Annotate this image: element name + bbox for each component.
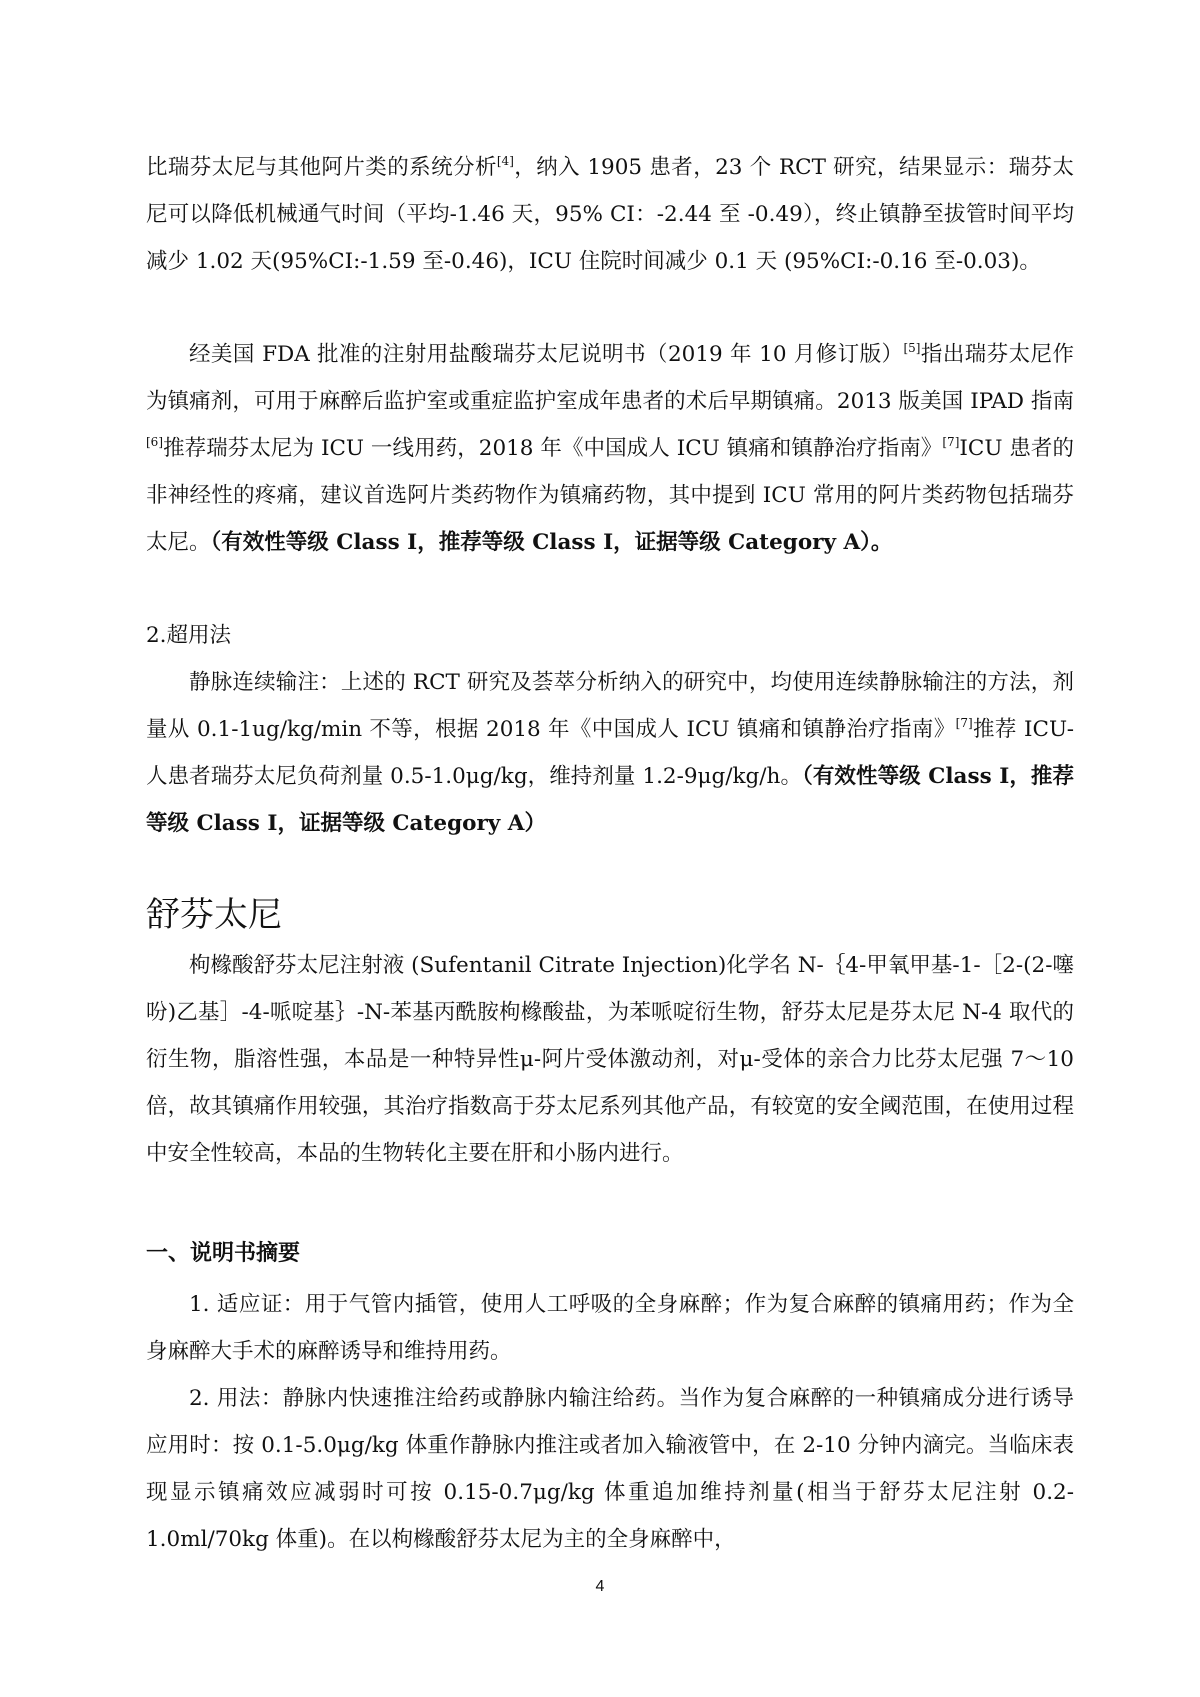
- paragraph-text: 推荐瑞芬太尼为 ICU 一线用药，2018 年《中国成人 ICU 镇痛和镇静治疗指南》: [163, 436, 943, 461]
- paragraph-text: 指出瑞芬太尼作为镇痛剂，可用于麻醉后监护室或重症监护室成年患者的术后早期镇痛。2013 版美国 IPAD 指南: [146, 342, 1074, 414]
- paragraph-indications: 1. 适应证：用于气管内插管，使用人工呼吸的全身麻醉；作为复合麻醉的镇痛用药；作为全身麻醉大手术的麻醉诱导和维持用药。: [146, 1292, 1074, 1364]
- page-number: 4: [595, 1578, 605, 1595]
- paragraph-fda-guideline: [146, 331, 1074, 566]
- paragraph-text: 推荐 ICU-人患者瑞芬太尼负荷剂量 0.5-1.0μg/kg，维持剂量 1.2-9μg/kg/h。: [146, 717, 1074, 789]
- paragraph-text: 比瑞芬太尼与其他阿片类的系统分析: [146, 155, 497, 180]
- reference-marker: [4]: [496, 154, 514, 168]
- paragraph-text: 静脉连续输注：上述的 RCT 研究及荟萃分析纳入的研究中，均使用连续静脉输注的方法，剂量从 0.1-1ug/kg/min 不等，根据 2018 年《中国成人 ICU 镇痛和镇静治疗指南》: [146, 670, 1074, 742]
- evidence-level-text: （有效性等级 Class I，推荐等级 Class I，证据等级 Category A）。: [210, 530, 893, 555]
- reference-marker: [6]: [146, 435, 163, 449]
- subsection-heading: 一、说明书摘要: [146, 1241, 301, 1266]
- paragraph-sufentanil-intro: 枸橼酸舒芬太尼注射液 (Sufentanil Citrate Injection)化学名 N-｛4-甲氧甲基-1-［2-(2-噻吩)乙基］-4-哌啶基｝-N-苯基丙酰胺枸橼酸盐，为苯哌啶衍生物，舒芬太尼是芬太尼 N-4 取代的衍生物，脂溶性强，本品是一种特异性μ-阿片受体激动剂，对μ-受体的亲合力比芬太尼强 7～10 倍，故其镇痛作用较强，其治疗指数高于芬太尼系列其他产品，有较宽的安全阈范围，在使用过程中安全性较高，本品的生物转化主要在肝和小肠内进行。: [146, 953, 1074, 1166]
- paragraph-text: ，纳入 1905 患者，23 个 RCT 研究，结果显示：瑞芬太尼可以降低机械通气时间（平均-1.46 天，95% CI：-2.44 至 -0.49），终止镇静至拔管时间平均减少 1.02 天(95%CI:-1.59 至-0.46)，ICU 住院时间减少 0.1 天 (95%CI:-0.16 至-0.03)。: [146, 155, 1074, 274]
- section-title: 舒芬太尼: [146, 895, 282, 935]
- paragraph-off-label-heading: 2.超用法: [146, 623, 232, 648]
- paragraph-usage: 2. 用法：静脉内快速推注给药或静脉内输注给药。当作为复合麻醉的一种镇痛成分进行诱导应用时：按 0.1-5.0μg/kg 体重作静脉内推注或者加入输液管中，在 2-10 分钟内滴完。当临床表现显示镇痛效应减弱时可按 0.15-0.7μg/kg 体重追加维持剂量(相当于舒芬太尼注射 0.2-1.0ml/70kg 体重)。在以枸橼酸舒芬太尼为主的全身麻醉中，: [146, 1386, 1074, 1552]
- paragraph-continuous-infusion: [146, 659, 1074, 847]
- reference-marker: [5]: [903, 341, 921, 355]
- paragraph-text: ICU 患者的非神经性的疼痛，建议首选阿片类药物作为镇痛药物，其中提到 ICU 常用的阿片类药物包括瑞芬太尼。: [146, 436, 1074, 555]
- paragraph-text: 经美国 FDA 批准的注射用盐酸瑞芬太尼说明书（2019 年 10 月修订版）: [189, 342, 904, 367]
- reference-marker: [7]: [955, 716, 973, 730]
- evidence-level-text: （有效性等级 Class I，推荐等级 Class I，证据等级 Category A）: [146, 764, 1075, 836]
- reference-marker: [7]: [942, 435, 960, 449]
- paragraph-remifentanil-meta-analysis: [146, 144, 1074, 285]
